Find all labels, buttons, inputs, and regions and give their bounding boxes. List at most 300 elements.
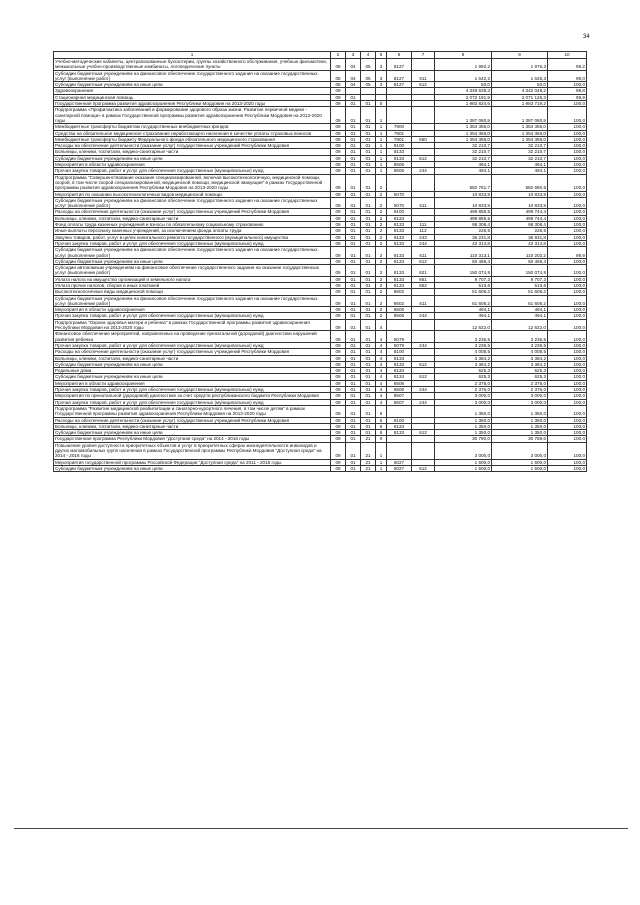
row-value-cell: 2: [376, 215, 387, 221]
row-value-cell: 8506: [387, 162, 412, 168]
row-value-cell: 100,0: [548, 465, 587, 471]
row-value-cell: [412, 319, 435, 331]
row-value-cell: 611: [412, 295, 435, 307]
row-value-cell: 2: [376, 282, 387, 288]
row-value-cell: 51 606,2: [492, 295, 548, 307]
row-description-cell: Прочая закупка товаров, работ и услуг для обеспечения государственных (муниципальных) нужд: [54, 313, 331, 319]
row-value-cell: 01: [361, 355, 376, 361]
row-value-cell: 01: [361, 374, 376, 380]
row-value-cell: 582 680,6: [492, 174, 548, 191]
row-value-cell: 09: [331, 331, 346, 343]
row-value-cell: 01: [361, 307, 376, 313]
row-value-cell: 1 350,0: [435, 417, 492, 423]
row-value-cell: 01: [361, 149, 376, 155]
row-value-cell: 100,0: [548, 234, 587, 240]
row-description-cell: Субсидии бюджетным учреждениям на финансовое обеспечение государственного задания на оказание государственных услуг (выполнение работ): [54, 247, 331, 259]
row-value-cell: 01: [346, 258, 361, 264]
row-value-cell: 01: [346, 361, 361, 367]
row-value-cell: 01: [346, 282, 361, 288]
row-value-cell: 625,3: [492, 374, 548, 380]
row-value-cell: 01: [361, 130, 376, 136]
row-value-cell: 5079: [387, 331, 412, 343]
row-description-cell: Больницы, клиники, госпитали, медико-санитарные части: [54, 423, 331, 429]
row-value-cell: 2 376,0: [492, 380, 548, 386]
row-value-cell: 100,0: [548, 155, 587, 161]
row-value-cell: 2: [376, 247, 387, 259]
table-row: [54, 331, 587, 343]
row-value-cell: 5070: [387, 191, 412, 197]
row-value-cell: 01: [346, 399, 361, 405]
row-value-cell: 100,0: [548, 295, 587, 307]
row-description-cell: Больницы, клиники, госпитали, медико-санитарные части: [54, 355, 331, 361]
row-value-cell: 1 350,0: [492, 405, 548, 417]
table-row: [54, 465, 587, 471]
row-value-cell: 1: [376, 107, 387, 124]
row-value-cell: 1 983 824,6: [435, 101, 492, 107]
row-value-cell: 09: [331, 393, 346, 399]
page-number: 34: [583, 34, 590, 40]
row-value-cell: 09: [331, 380, 346, 386]
row-value-cell: 3 236,5: [492, 331, 548, 343]
row-value-cell: 2: [376, 289, 387, 295]
row-value-cell: 5070: [387, 197, 412, 209]
row-value-cell: 8602: [387, 295, 412, 307]
row-value-cell: 09: [331, 209, 346, 215]
row-description-cell: Субсидии бюджетным учреждениям на иные цели: [54, 374, 331, 380]
row-value-cell: 100,0: [548, 319, 587, 331]
row-value-cell: 09: [331, 168, 346, 174]
row-value-cell: 01: [346, 265, 361, 277]
row-value-cell: 100,0: [548, 168, 587, 174]
row-value-cell: 01: [361, 430, 376, 436]
row-value-cell: 01: [346, 240, 361, 246]
row-value-cell: 09: [331, 143, 346, 149]
row-value-cell: 8133: [387, 222, 412, 228]
row-value-cell: 1 500,0: [492, 465, 548, 471]
row-value-cell: 4: [376, 319, 387, 331]
row-value-cell: 01: [361, 101, 376, 107]
row-description-cell: Расходы на обеспечение деятельности (оказание услуг) государственных учреждений Республики Мордовия: [54, 209, 331, 215]
row-value-cell: 4 342 048,2: [492, 88, 548, 94]
row-value-cell: 51 606,2: [435, 295, 492, 307]
row-value-cell: 1 350,0: [492, 423, 548, 429]
row-value-cell: 09: [331, 399, 346, 405]
row-value-cell: 4: [376, 374, 387, 380]
row-value-cell: 01: [346, 228, 361, 234]
table-row: [54, 319, 587, 331]
row-value-cell: 01: [346, 94, 361, 100]
row-value-cell: 5027: [387, 459, 412, 465]
row-value-cell: 21: [361, 465, 376, 471]
row-value-cell: 01: [361, 342, 376, 348]
row-value-cell: 100,0: [548, 215, 587, 221]
row-value-cell: 01: [361, 136, 376, 142]
row-description-cell: Мероприятия в области здравоохранения: [54, 162, 331, 168]
row-value-cell: 4: [376, 368, 387, 374]
row-value-cell: 226,5: [435, 228, 492, 234]
row-value-cell: 150 074,8: [435, 265, 492, 277]
row-value-cell: 3 000,0: [435, 399, 492, 405]
row-value-cell: [412, 405, 435, 417]
row-value-cell: 09: [331, 368, 346, 374]
row-value-cell: 43 314,8: [435, 240, 492, 246]
row-value-cell: [412, 174, 435, 191]
row-value-cell: 01: [361, 240, 376, 246]
row-value-cell: 494,1: [492, 307, 548, 313]
row-value-cell: 1: [376, 143, 387, 149]
row-value-cell: 01: [361, 289, 376, 295]
row-value-cell: 8100: [387, 143, 412, 149]
row-value-cell: 3: [376, 59, 387, 71]
row-value-cell: 8133: [387, 149, 412, 155]
row-value-cell: 100,0: [548, 399, 587, 405]
row-value-cell: 8133: [387, 258, 412, 264]
row-value-cell: 09: [331, 313, 346, 319]
row-description-cell: Родильные дома: [54, 368, 331, 374]
row-value-cell: 21: [361, 442, 376, 459]
row-value-cell: 499 855,5: [435, 215, 492, 221]
header-cell: 10: [548, 52, 587, 59]
row-description-cell: Государственная программа Республики Мордовия "Доступная среда" на 2014 - 2016 годы: [54, 436, 331, 442]
row-value-cell: 30 789,6: [492, 436, 548, 442]
row-value-cell: 09: [331, 174, 346, 191]
row-value-cell: 2: [376, 307, 387, 313]
row-value-cell: 612: [412, 82, 435, 88]
row-value-cell: 5079: [387, 342, 412, 348]
row-value-cell: 01: [346, 405, 361, 417]
row-value-cell: 09: [331, 130, 346, 136]
row-value-cell: 01: [346, 289, 361, 295]
row-value-cell: 112: [412, 228, 435, 234]
row-description-cell: Субсидии бюджетным учреждениям на иные цели: [54, 430, 331, 436]
row-value-cell: 625,3: [492, 368, 548, 374]
row-value-cell: 01: [361, 399, 376, 405]
table-row: [54, 265, 587, 277]
row-value-cell: 09: [331, 436, 346, 442]
row-value-cell: 8133: [387, 155, 412, 161]
row-description-cell: Субсидии бюджетным учреждениям на иные цели: [54, 465, 331, 471]
row-value-cell: 09: [331, 234, 346, 240]
row-value-cell: 01: [361, 319, 376, 331]
row-value-cell: 50,0: [435, 82, 492, 88]
header-cell: 2: [331, 52, 346, 59]
row-value-cell: 01: [346, 368, 361, 374]
row-value-cell: 111: [412, 222, 435, 228]
row-value-cell: 09: [331, 465, 346, 471]
row-value-cell: 9 707,3: [435, 276, 492, 282]
row-description-cell: Стационарная медицинская помощь: [54, 94, 331, 100]
row-value-cell: 150 074,8: [492, 265, 548, 277]
row-value-cell: 01: [346, 234, 361, 240]
row-value-cell: 3 384,2: [492, 361, 548, 367]
table-row: [54, 70, 587, 82]
row-value-cell: [387, 174, 412, 191]
row-value-cell: 8507: [387, 399, 412, 405]
row-value-cell: 100,0: [548, 331, 587, 343]
table-header-row: [54, 52, 587, 59]
row-value-cell: 01: [346, 107, 361, 124]
row-value-cell: 4: [376, 355, 387, 361]
row-description-cell: Мероприятия по оказанию высокотехнологичных видов медицинской помощи: [54, 191, 331, 197]
row-value-cell: 4: [376, 380, 387, 386]
row-value-cell: 99,8: [548, 88, 587, 94]
row-description-cell: Средства на обязательное медицинское страхование неработающего населения в качестве уплаты страховых взносов: [54, 130, 331, 136]
row-value-cell: 1: [376, 130, 387, 136]
row-value-cell: 05: [361, 70, 376, 82]
row-value-cell: 2: [376, 174, 387, 191]
row-value-cell: 09: [331, 355, 346, 361]
row-value-cell: 8127: [387, 70, 412, 82]
row-value-cell: 4: [376, 342, 387, 348]
row-value-cell: 100,0: [548, 374, 587, 380]
row-value-cell: 4: [376, 393, 387, 399]
row-description-cell: Учебно-методические кабинеты, централизованные бухгалтерии, группы хозяйственного обслуживания, учебные фильмотеки, межшкольные учебно-производственные комбинаты, логопедические пункты: [54, 59, 331, 71]
row-value-cell: 2: [376, 313, 387, 319]
row-value-cell: 09: [331, 215, 346, 221]
row-value-cell: 2: [376, 209, 387, 215]
row-value-cell: 2: [376, 222, 387, 228]
row-value-cell: 01: [346, 162, 361, 168]
row-value-cell: 1 983 719,2: [492, 101, 548, 107]
row-value-cell: 01: [346, 247, 361, 259]
row-description-cell: Субсидии бюджетным учреждениям на иные цели: [54, 361, 331, 367]
row-value-cell: 2 071 126,3: [492, 94, 548, 100]
row-value-cell: 244: [412, 168, 435, 174]
row-value-cell: 1: [376, 465, 387, 471]
row-value-cell: 611: [412, 197, 435, 209]
row-value-cell: 2: [376, 191, 387, 197]
row-value-cell: 244: [412, 399, 435, 405]
row-value-cell: 01: [346, 465, 361, 471]
header-cell: 1: [54, 52, 331, 59]
row-value-cell: 8133: [387, 430, 412, 436]
row-value-cell: 513,6: [492, 282, 548, 288]
row-value-cell: 01: [361, 228, 376, 234]
row-value-cell: 8602: [387, 289, 412, 295]
row-value-cell: 99,0: [548, 70, 587, 82]
row-value-cell: 8133: [387, 355, 412, 361]
row-value-cell: 09: [331, 149, 346, 155]
row-value-cell: 10 833,9: [435, 191, 492, 197]
row-value-cell: 8133: [387, 215, 412, 221]
row-value-cell: 226,5: [492, 228, 548, 234]
row-value-cell: 09: [331, 101, 346, 107]
row-value-cell: 04: [346, 70, 361, 82]
row-value-cell: 100,0: [548, 387, 587, 393]
row-value-cell: 01: [346, 313, 361, 319]
row-value-cell: 494,1: [435, 307, 492, 313]
row-value-cell: 499 744,4: [492, 215, 548, 221]
row-value-cell: 01: [361, 258, 376, 264]
row-value-cell: 2 376,0: [435, 387, 492, 393]
page-bottom-rule: [14, 828, 628, 829]
row-value-cell: 09: [331, 162, 346, 168]
row-description-cell: Расходы на обеспечение деятельности (оказание услуг) государственных учреждений Республики Мордовия: [54, 349, 331, 355]
row-value-cell: 09: [331, 387, 346, 393]
row-value-cell: 100,0: [548, 405, 587, 417]
row-value-cell: 8133: [387, 265, 412, 277]
row-value-cell: 8507: [387, 393, 412, 399]
header-cell: 8: [435, 52, 492, 59]
row-value-cell: 01: [346, 430, 361, 436]
row-value-cell: 09: [331, 240, 346, 246]
row-value-cell: 09: [331, 289, 346, 295]
row-value-cell: 2: [376, 258, 387, 264]
row-value-cell: 1 350,0: [435, 405, 492, 417]
row-value-cell: 8133: [387, 247, 412, 259]
row-value-cell: 01: [346, 124, 361, 130]
header-cell: 5: [376, 52, 387, 59]
row-value-cell: 5027: [387, 465, 412, 471]
table-row: [54, 107, 587, 124]
row-value-cell: 1 642,2: [435, 70, 492, 82]
row-description-cell: Государственная программа развития здравоохранения Республики Мордовия на 2013-2020 годы: [54, 101, 331, 107]
row-value-cell: 09: [331, 423, 346, 429]
row-value-cell: 01: [346, 276, 361, 282]
row-value-cell: 05: [361, 82, 376, 88]
row-value-cell: 2: [376, 240, 387, 246]
row-value-cell: 100,0: [548, 430, 587, 436]
row-value-cell: 8134: [387, 368, 412, 374]
row-value-cell: 01: [361, 107, 376, 124]
row-value-cell: 01: [361, 143, 376, 149]
row-value-cell: 1 500,0: [435, 459, 492, 465]
row-value-cell: 01: [346, 155, 361, 161]
row-value-cell: 100,0: [548, 136, 587, 142]
row-value-cell: 100,0: [548, 349, 587, 355]
row-value-cell: 0: [376, 436, 387, 442]
row-value-cell: 1: [376, 155, 387, 161]
row-value-cell: 1 354 356,0: [435, 130, 492, 136]
row-value-cell: 98 308,4: [435, 222, 492, 228]
row-value-cell: 100,0: [548, 228, 587, 234]
row-value-cell: 625,3: [435, 374, 492, 380]
row-value-cell: [412, 107, 435, 124]
row-value-cell: 244: [412, 240, 435, 246]
row-value-cell: 100,0: [548, 258, 587, 264]
row-value-cell: 99,2: [548, 59, 587, 71]
row-value-cell: 100,0: [548, 107, 587, 124]
row-value-cell: 244: [412, 342, 435, 348]
row-value-cell: 1: [376, 459, 387, 465]
row-value-cell: 09: [331, 417, 346, 423]
row-value-cell: 2 376,0: [435, 380, 492, 386]
row-value-cell: 01: [346, 342, 361, 348]
row-value-cell: 01: [346, 130, 361, 136]
row-value-cell: 3 000,0: [492, 393, 548, 399]
row-value-cell: 12 622,0: [492, 319, 548, 331]
row-value-cell: 612: [412, 465, 435, 471]
row-value-cell: 01: [346, 380, 361, 386]
row-value-cell: 100,0: [548, 222, 587, 228]
row-value-cell: 1 976,3: [492, 59, 548, 71]
row-description-cell: Уплата налога на имущество организаций и земельного налога: [54, 276, 331, 282]
row-value-cell: [412, 59, 435, 71]
row-value-cell: 494,1: [435, 162, 492, 168]
row-value-cell: 01: [361, 234, 376, 240]
row-value-cell: 09: [331, 349, 346, 355]
row-value-cell: 50 468,4: [435, 258, 492, 264]
row-value-cell: 5: [376, 423, 387, 429]
row-value-cell: 09: [331, 124, 346, 130]
table-row: [54, 197, 587, 209]
row-value-cell: 09: [331, 94, 346, 100]
row-value-cell: 100,0: [548, 282, 587, 288]
row-value-cell: 01: [346, 168, 361, 174]
row-value-cell: 611: [412, 247, 435, 259]
row-value-cell: 10 833,9: [492, 191, 548, 197]
row-value-cell: 30 790,0: [435, 436, 492, 442]
row-value-cell: 01: [346, 174, 361, 191]
row-value-cell: 01: [346, 417, 361, 423]
row-value-cell: 8506: [387, 313, 412, 319]
row-value-cell: 09: [331, 222, 346, 228]
row-value-cell: 612: [412, 155, 435, 161]
row-value-cell: 1 626,3: [492, 70, 548, 82]
row-value-cell: 01: [361, 361, 376, 367]
row-value-cell: 99,9: [548, 247, 587, 259]
row-value-cell: 9 707,3: [492, 276, 548, 282]
row-description-cell: Подпрограмма "Охрана здоровья матери и ребенка" в рамках Государственной программы развития здравоохранения Республики Мордовия на 2013-2020 годы: [54, 319, 331, 331]
row-value-cell: 09: [331, 258, 346, 264]
row-value-cell: 08: [331, 70, 346, 82]
row-value-cell: 499 855,5: [435, 209, 492, 215]
header-cell: 6: [387, 52, 412, 59]
row-value-cell: 1 350,0: [435, 423, 492, 429]
row-description-cell: Мероприятия в области здравоохранения: [54, 307, 331, 313]
row-value-cell: 1: [376, 162, 387, 168]
row-description-cell: Межбюджетные трансферты бюджету Федерального фонда обязательного медицинского страхования: [54, 136, 331, 142]
row-value-cell: 3 236,5: [492, 342, 548, 348]
row-value-cell: 01: [361, 349, 376, 355]
row-value-cell: 611: [412, 70, 435, 82]
row-value-cell: 09: [331, 155, 346, 161]
row-value-cell: 1: [376, 136, 387, 142]
row-value-cell: 100,0: [548, 380, 587, 386]
row-value-cell: 851: [412, 276, 435, 282]
row-value-cell: 100,0: [548, 143, 587, 149]
row-value-cell: 100,0: [548, 209, 587, 215]
header-cell: 3: [346, 52, 361, 59]
row-value-cell: 43 314,8: [492, 240, 548, 246]
row-value-cell: 110 202,2: [492, 247, 548, 259]
row-value-cell: 1 387 060,8: [435, 107, 492, 124]
row-value-cell: 1 350,0: [492, 430, 548, 436]
row-value-cell: [387, 405, 412, 417]
row-value-cell: 01: [346, 197, 361, 209]
row-value-cell: 100,0: [548, 197, 587, 209]
row-value-cell: 1 500,0: [435, 465, 492, 471]
row-value-cell: 3 000,0: [492, 399, 548, 405]
row-value-cell: 01: [346, 349, 361, 355]
row-value-cell: 01: [361, 368, 376, 374]
row-value-cell: 8133: [387, 276, 412, 282]
row-value-cell: 612: [412, 430, 435, 436]
table-row: [54, 405, 587, 417]
row-value-cell: 51 606,2: [492, 289, 548, 295]
row-description-cell: Повышение уровня доступности приоритетных объектов и услуг в приоритетных сферах жизнедеятельности инвалидов и других маломобильных групп населения в рамках Государственной программы Республики Мордовия "Доступная среда" на 2014 - 2016 годы: [54, 442, 331, 459]
row-value-cell: 01: [346, 319, 361, 331]
row-description-cell: Уплата прочих налогов, сборов и иных платежей: [54, 282, 331, 288]
row-value-cell: 110 313,1: [435, 247, 492, 259]
row-value-cell: 100,0: [548, 393, 587, 399]
row-value-cell: 2: [376, 234, 387, 240]
row-value-cell: 1 354 356,0: [492, 124, 548, 130]
row-value-cell: 1 387 060,8: [492, 107, 548, 124]
row-value-cell: 0: [376, 101, 387, 107]
row-value-cell: 09: [331, 307, 346, 313]
row-description-cell: Иные выплаты персоналу казенных учреждений, за исключением фонда оплаты труда: [54, 228, 331, 234]
